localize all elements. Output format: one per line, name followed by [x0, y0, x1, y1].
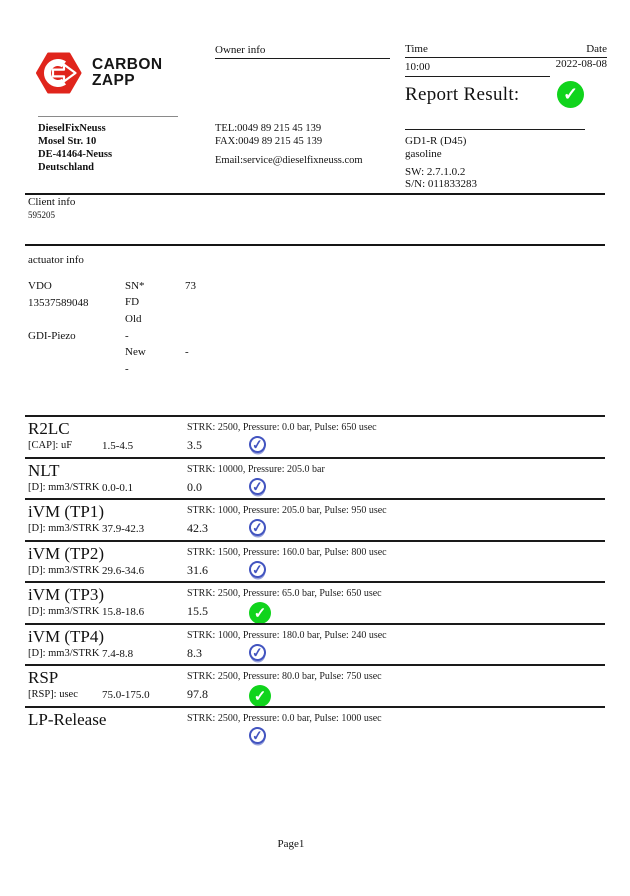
company-city: DE-41464-Neuss [38, 149, 113, 160]
test-name: R2LC [28, 419, 70, 438]
time-label: Time [405, 43, 428, 55]
test-parameters: STRK: 2500, Pressure: 0.0 bar, Pulse: 650 usec [187, 422, 377, 433]
device-divider [405, 129, 585, 130]
divider [25, 540, 605, 542]
test-value: 0.0 [187, 480, 202, 494]
actuator-part-number: 13537589048 [28, 297, 89, 309]
test-value: 97.8 [187, 687, 208, 701]
test-parameters: STRK: 1000, Pressure: 180.0 bar, Pulse: 240 usec [187, 630, 387, 641]
test-result-check-icon [249, 685, 271, 707]
device-software-version: SW: 2.7.1.0.2 [405, 166, 466, 178]
date-value: 2022-08-08 [555, 58, 607, 70]
test-name: iVM (TP2) [28, 544, 105, 563]
check-circle-icon [557, 81, 584, 108]
company-country: Deutschland [38, 162, 95, 173]
divider [25, 193, 605, 195]
report-result-check-icon [557, 81, 584, 108]
actuator-sn-label: SN* [125, 280, 145, 292]
test-range: 15.8-18.6 [102, 606, 145, 618]
test-unit-label: [D]: mm3/STRK [28, 565, 100, 576]
device-serial-number: S/N: 011833283 [405, 178, 478, 190]
test-unit-label: [D]: mm3/STRK [28, 482, 100, 493]
test-name: iVM (TP4) [28, 627, 105, 646]
actuator-extra-dash: - [125, 363, 129, 375]
logo-line1: CARBON [92, 56, 163, 73]
test-name: RSP [28, 668, 59, 687]
owner-info-label: Owner info [215, 44, 266, 56]
test-result-check-icon [248, 726, 267, 745]
client-info-label: Client info [28, 196, 76, 208]
test-section-ivm-tp2 [0, 540, 630, 582]
test-parameters: STRK: 10000, Pressure: 205.0 bar [187, 464, 325, 475]
test-unit-label: [CAP]: uF [28, 440, 73, 451]
test-result-check-icon [248, 435, 267, 454]
test-range: 75.0-175.0 [102, 689, 150, 701]
device-fuel: gasoline [405, 148, 442, 160]
actuator-old-value: - [125, 330, 129, 342]
actuator-brand: VDO [28, 280, 52, 292]
company-name: DieselFixNeuss [38, 123, 106, 134]
test-section-rsp [0, 664, 630, 706]
client-info-value: 595205 [28, 210, 55, 220]
test-parameters: STRK: 1000, Pressure: 205.0 bar, Pulse: 950 usec [187, 505, 387, 516]
test-name: NLT [28, 461, 60, 480]
report-result-label: Report Result: [405, 84, 520, 105]
test-unit-label: [RSP]: usec [28, 689, 78, 700]
test-value: 3.5 [187, 438, 202, 452]
test-name: iVM (TP3) [28, 585, 105, 604]
test-value: 31.6 [187, 563, 208, 577]
actuator-fd-label: FD [125, 296, 140, 308]
test-range: 29.6-34.6 [102, 565, 145, 577]
test-section-r2lc [0, 415, 630, 457]
divider [25, 706, 605, 708]
test-range: 0.0-0.1 [102, 482, 134, 494]
device-model: GD1-R (D45) [405, 135, 467, 147]
company-street: Mosel Str. 10 [38, 136, 97, 147]
time-value: 10:00 [405, 61, 431, 73]
company-tel: TEL:0049 89 215 45 139 [215, 123, 322, 134]
test-name: LP-Release [28, 710, 107, 729]
test-parameters: STRK: 1500, Pressure: 160.0 bar, Pulse: 800 usec [187, 547, 387, 558]
actuator-old-label: Old [125, 313, 142, 325]
divider [25, 244, 605, 246]
test-value: 15.5 [187, 604, 208, 618]
test-range: 37.9-42.3 [102, 523, 145, 535]
actuator-info-label: actuator info [28, 254, 84, 266]
company-email: Email:service@dieselfixneuss.com [215, 155, 363, 166]
test-result-check-icon [248, 477, 267, 496]
test-result-check-icon [248, 518, 267, 537]
actuator-type: GDI-Piezo [28, 330, 76, 342]
divider [25, 581, 605, 583]
date-label: Date [586, 43, 607, 55]
company-contact-block [215, 122, 363, 167]
divider [25, 498, 605, 500]
actuator-sn-value: 73 [185, 280, 196, 292]
test-unit-label: [D]: mm3/STRK [28, 523, 100, 534]
test-range: 7.4-8.8 [102, 648, 134, 660]
company-address-block [38, 122, 112, 174]
test-unit-label: [D]: mm3/STRK [28, 648, 100, 659]
divider [25, 457, 605, 459]
test-parameters: STRK: 2500, Pressure: 80.0 bar, Pulse: 750 usec [187, 671, 382, 682]
logo-wordmark [92, 57, 162, 89]
actuator-new-value: - [185, 346, 189, 358]
divider [25, 623, 605, 625]
test-name: iVM (TP1) [28, 502, 105, 521]
divider [25, 664, 605, 666]
owner-info-underline [215, 58, 390, 59]
time-value-underline [405, 76, 550, 77]
test-section-nlt [0, 457, 630, 499]
page-number: Page1 [277, 838, 305, 850]
logo-line2: ZAPP [92, 72, 135, 89]
test-parameters: STRK: 2500, Pressure: 65.0 bar, Pulse: 650 usec [187, 588, 382, 599]
actuator-new-label: New [125, 346, 146, 358]
address-divider [38, 116, 178, 117]
test-result-check-icon [248, 643, 267, 662]
test-section-ivm-tp3 [0, 581, 630, 623]
company-fax: FAX:0049 89 215 45 139 [215, 136, 323, 147]
test-parameters: STRK: 2500, Pressure: 0.0 bar, Pulse: 1000 usec [187, 713, 382, 724]
test-range: 1.5-4.5 [102, 440, 134, 452]
test-result-check-icon [248, 560, 267, 579]
test-value: 42.3 [187, 521, 208, 535]
device-info-block [405, 135, 477, 190]
test-section-ivm-tp4 [0, 623, 630, 665]
test-section-ivm-tp1 [0, 498, 630, 540]
divider [25, 415, 605, 417]
test-value: 8.3 [187, 646, 202, 660]
test-result-check-icon [249, 602, 271, 624]
test-section-lp-release [0, 706, 630, 748]
test-unit-label: [D]: mm3/STRK [28, 606, 100, 617]
carbon-zapp-logo-icon [36, 52, 82, 94]
